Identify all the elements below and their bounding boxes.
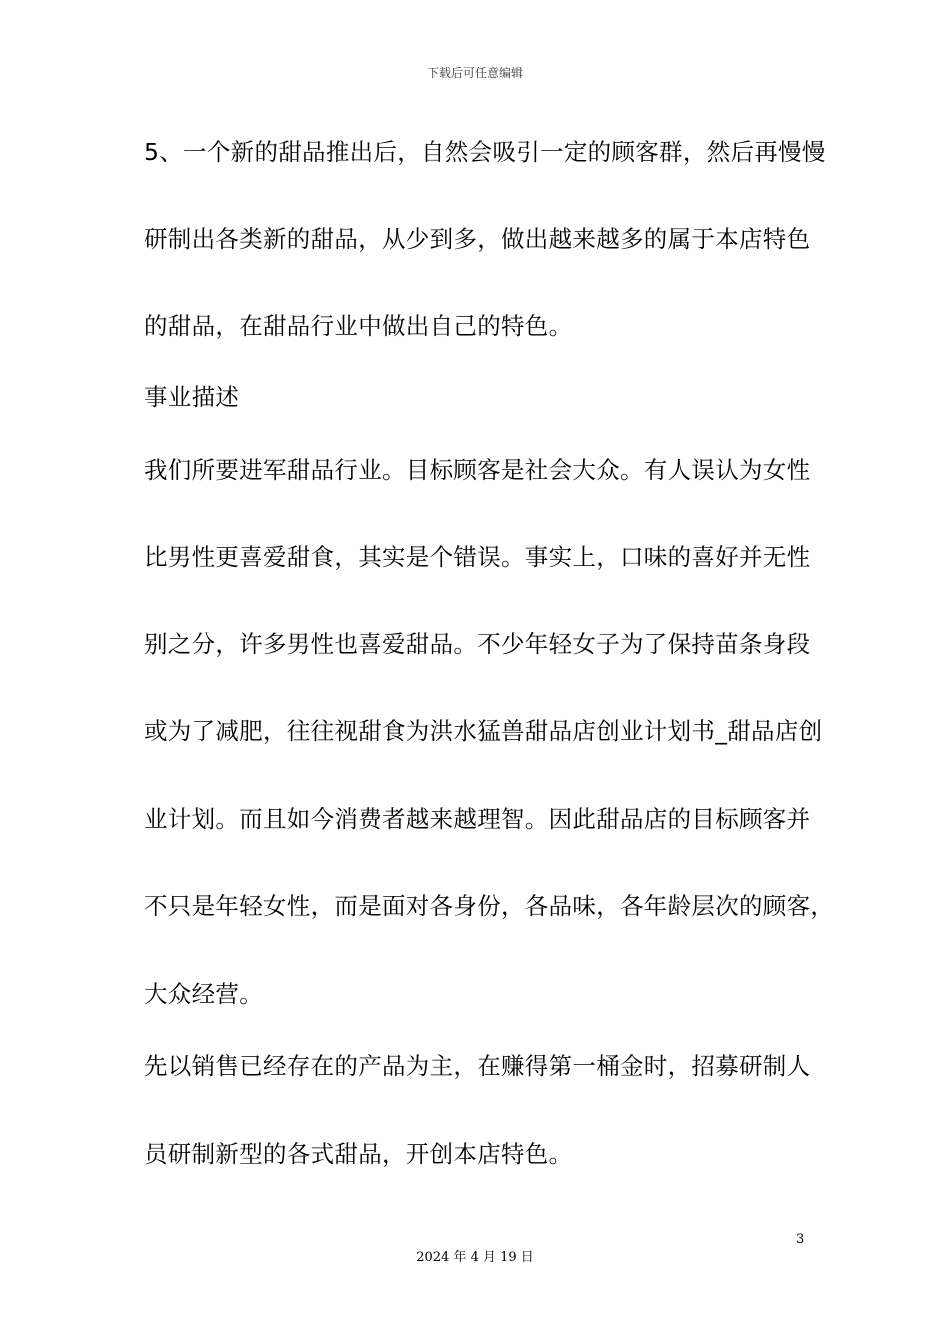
paragraph-line: 比男性更喜爱甜食，其实是个错误。事实上，口味的喜好并无性 [144,543,811,571]
paragraph-line: 员研制新型的各式甜品，开创本店特色。 [144,1140,573,1168]
page-header: 下载后可任意编辑 [426,66,523,80]
paragraph-line: 我们所要进军甜品行业。目标顾客是社会大众。有人误认为女性 [144,456,811,484]
paragraph-line: 不只是年轻女性，而是面对各身份，各品味，各年龄层次的顾客， [144,892,835,920]
paragraph-line: 先以销售已经存在的产品为主，在赚得第一桶金时，招募研制人 [144,1052,811,1080]
page-number: 3 [796,1232,805,1247]
section-heading: 事业描述 [144,383,240,411]
paragraph-line: 大众经营。 [144,980,263,1008]
paragraph-line: 别之分，许多男性也喜爱甜品。不少年轻女子为了保持苗条身段 [144,630,811,658]
paragraph-line: 或为了减肥，往往视甜食为洪水猛兽甜品店创业计划书_甜品店创 [144,717,823,745]
paragraph-line: 业计划。而且如今消费者越来越理智。因此甜品店的目标顾客并 [144,805,811,833]
paragraph-line: 的甜品，在甜品行业中做出自己的特色。 [144,312,573,340]
paragraph-line: 5、一个新的甜品推出后，自然会吸引一定的顾客群，然后再慢慢 [144,138,826,166]
paragraph-line: 研制出各类新的甜品，从少到多，做出越来越多的属于本店特色 [144,225,811,253]
footer-date: 2024 年 4 月 19 日 [416,1250,534,1265]
